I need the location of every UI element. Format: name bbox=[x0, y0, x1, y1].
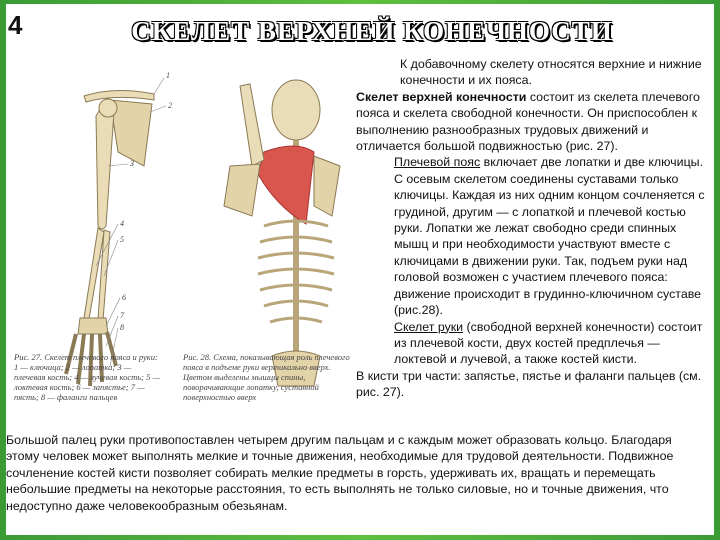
label-5: 5 bbox=[120, 235, 124, 244]
slide-title: СКЕЛЕТ ВЕРХНЕЙ КОНЕЧНОСТИ bbox=[131, 16, 613, 46]
figure-27-caption: Рис. 27. Скелет плечевого пояса и руки: 1 — ключица; 2 — лопатка; 3 — плечевая кость; 4 — лучевая кость; 5 — локтевая кость; 6 — запястье; 7 — пясть; 8 — фаланги пальцев bbox=[14, 352, 161, 402]
carpals bbox=[78, 318, 108, 334]
torso-skeleton-figure bbox=[224, 80, 340, 386]
back-muscle bbox=[258, 146, 314, 224]
paragraph-1: К добавочному скелету относятся верхние и нижние конечности и их пояса. bbox=[400, 57, 702, 88]
main-text bbox=[356, 56, 712, 401]
arm-skeleton-figure bbox=[66, 90, 154, 386]
label-6: 6 bbox=[122, 293, 126, 302]
shoulder-right bbox=[314, 156, 340, 216]
paragraph-6: Большой палец руки противопоставлен четырем другим пальцам и с каждым может образовать кольцо. Благодаря этому человек может выполнять мелкие и точные движения, необходимые для трудовой деятельности. Подвижное сочленение костей кисти позволяет собирать мелкие предметы в горсть, удерживать их, вращать и перемещать небольшие предметы на некоторые расстояния, то есть выполнять не только силовые, но и точные движения, что недоступно даже человекообразным обезьянам. bbox=[6, 433, 674, 513]
label-2: 2 bbox=[168, 101, 172, 110]
term-upper-limb-skeleton: Скелет верхней конечности bbox=[356, 89, 527, 104]
label-4: 4 bbox=[120, 219, 124, 228]
paragraph-2 bbox=[356, 89, 712, 155]
humerus bbox=[96, 105, 114, 229]
term-arm-skeleton: Скелет руки bbox=[394, 319, 464, 334]
paragraph-4-text: (свободной верхней конечности) состоит из плечевой кости, двух костей предплечья — локтевой и лучевой, а также костей кисти. bbox=[394, 319, 703, 367]
label-7: 7 bbox=[120, 311, 124, 320]
paragraph-3-text: включает две лопатки и две ключицы. С осевым скелетом соединены суставами только ключицы. Каждая из них одним концом сочленяется с грудиной, другим — с лопаткой и плечевой костью руки. Лопатки же лежат свободно среди спинных мышц и при необходимости участвуют вместе с ключицами в движении руки. Так, подъем руки над головой возможен с участием плечевого пояса: движение происходит в грудинно-ключичном суставе (рис.28). bbox=[394, 155, 705, 318]
slide-number: 4 bbox=[8, 10, 23, 40]
skull bbox=[272, 80, 320, 140]
label-1: 1 bbox=[166, 71, 170, 80]
figure-28-caption: Рис. 28. Схема, показывающая роль плечевого пояса в подъеме руки вертикально вверх. Цветом выделены мышцы спины, поворачивающие лопатку, суставной поверхностью вверх bbox=[183, 352, 350, 402]
paragraph-3 bbox=[356, 154, 712, 318]
raised-arm bbox=[240, 84, 264, 166]
paragraph-4 bbox=[356, 319, 712, 368]
paragraph-5: В кисти три части: запястье, пястье и фаланги пальцев (см. рис. 27). bbox=[356, 368, 702, 400]
label-3: 3 bbox=[130, 159, 134, 168]
clavicle bbox=[84, 90, 154, 102]
term-shoulder-girdle: Плечевой пояс bbox=[394, 155, 481, 170]
label-8: 8 bbox=[120, 323, 124, 332]
scapula-left bbox=[224, 164, 260, 216]
paragraph-2-text: состоит из скелета плечевого пояса и скелета свободной конечности. Он приспособлен к выполнению разнообразных трудовых движений и отличается большой подвижностью (рис. 27). bbox=[356, 89, 700, 154]
